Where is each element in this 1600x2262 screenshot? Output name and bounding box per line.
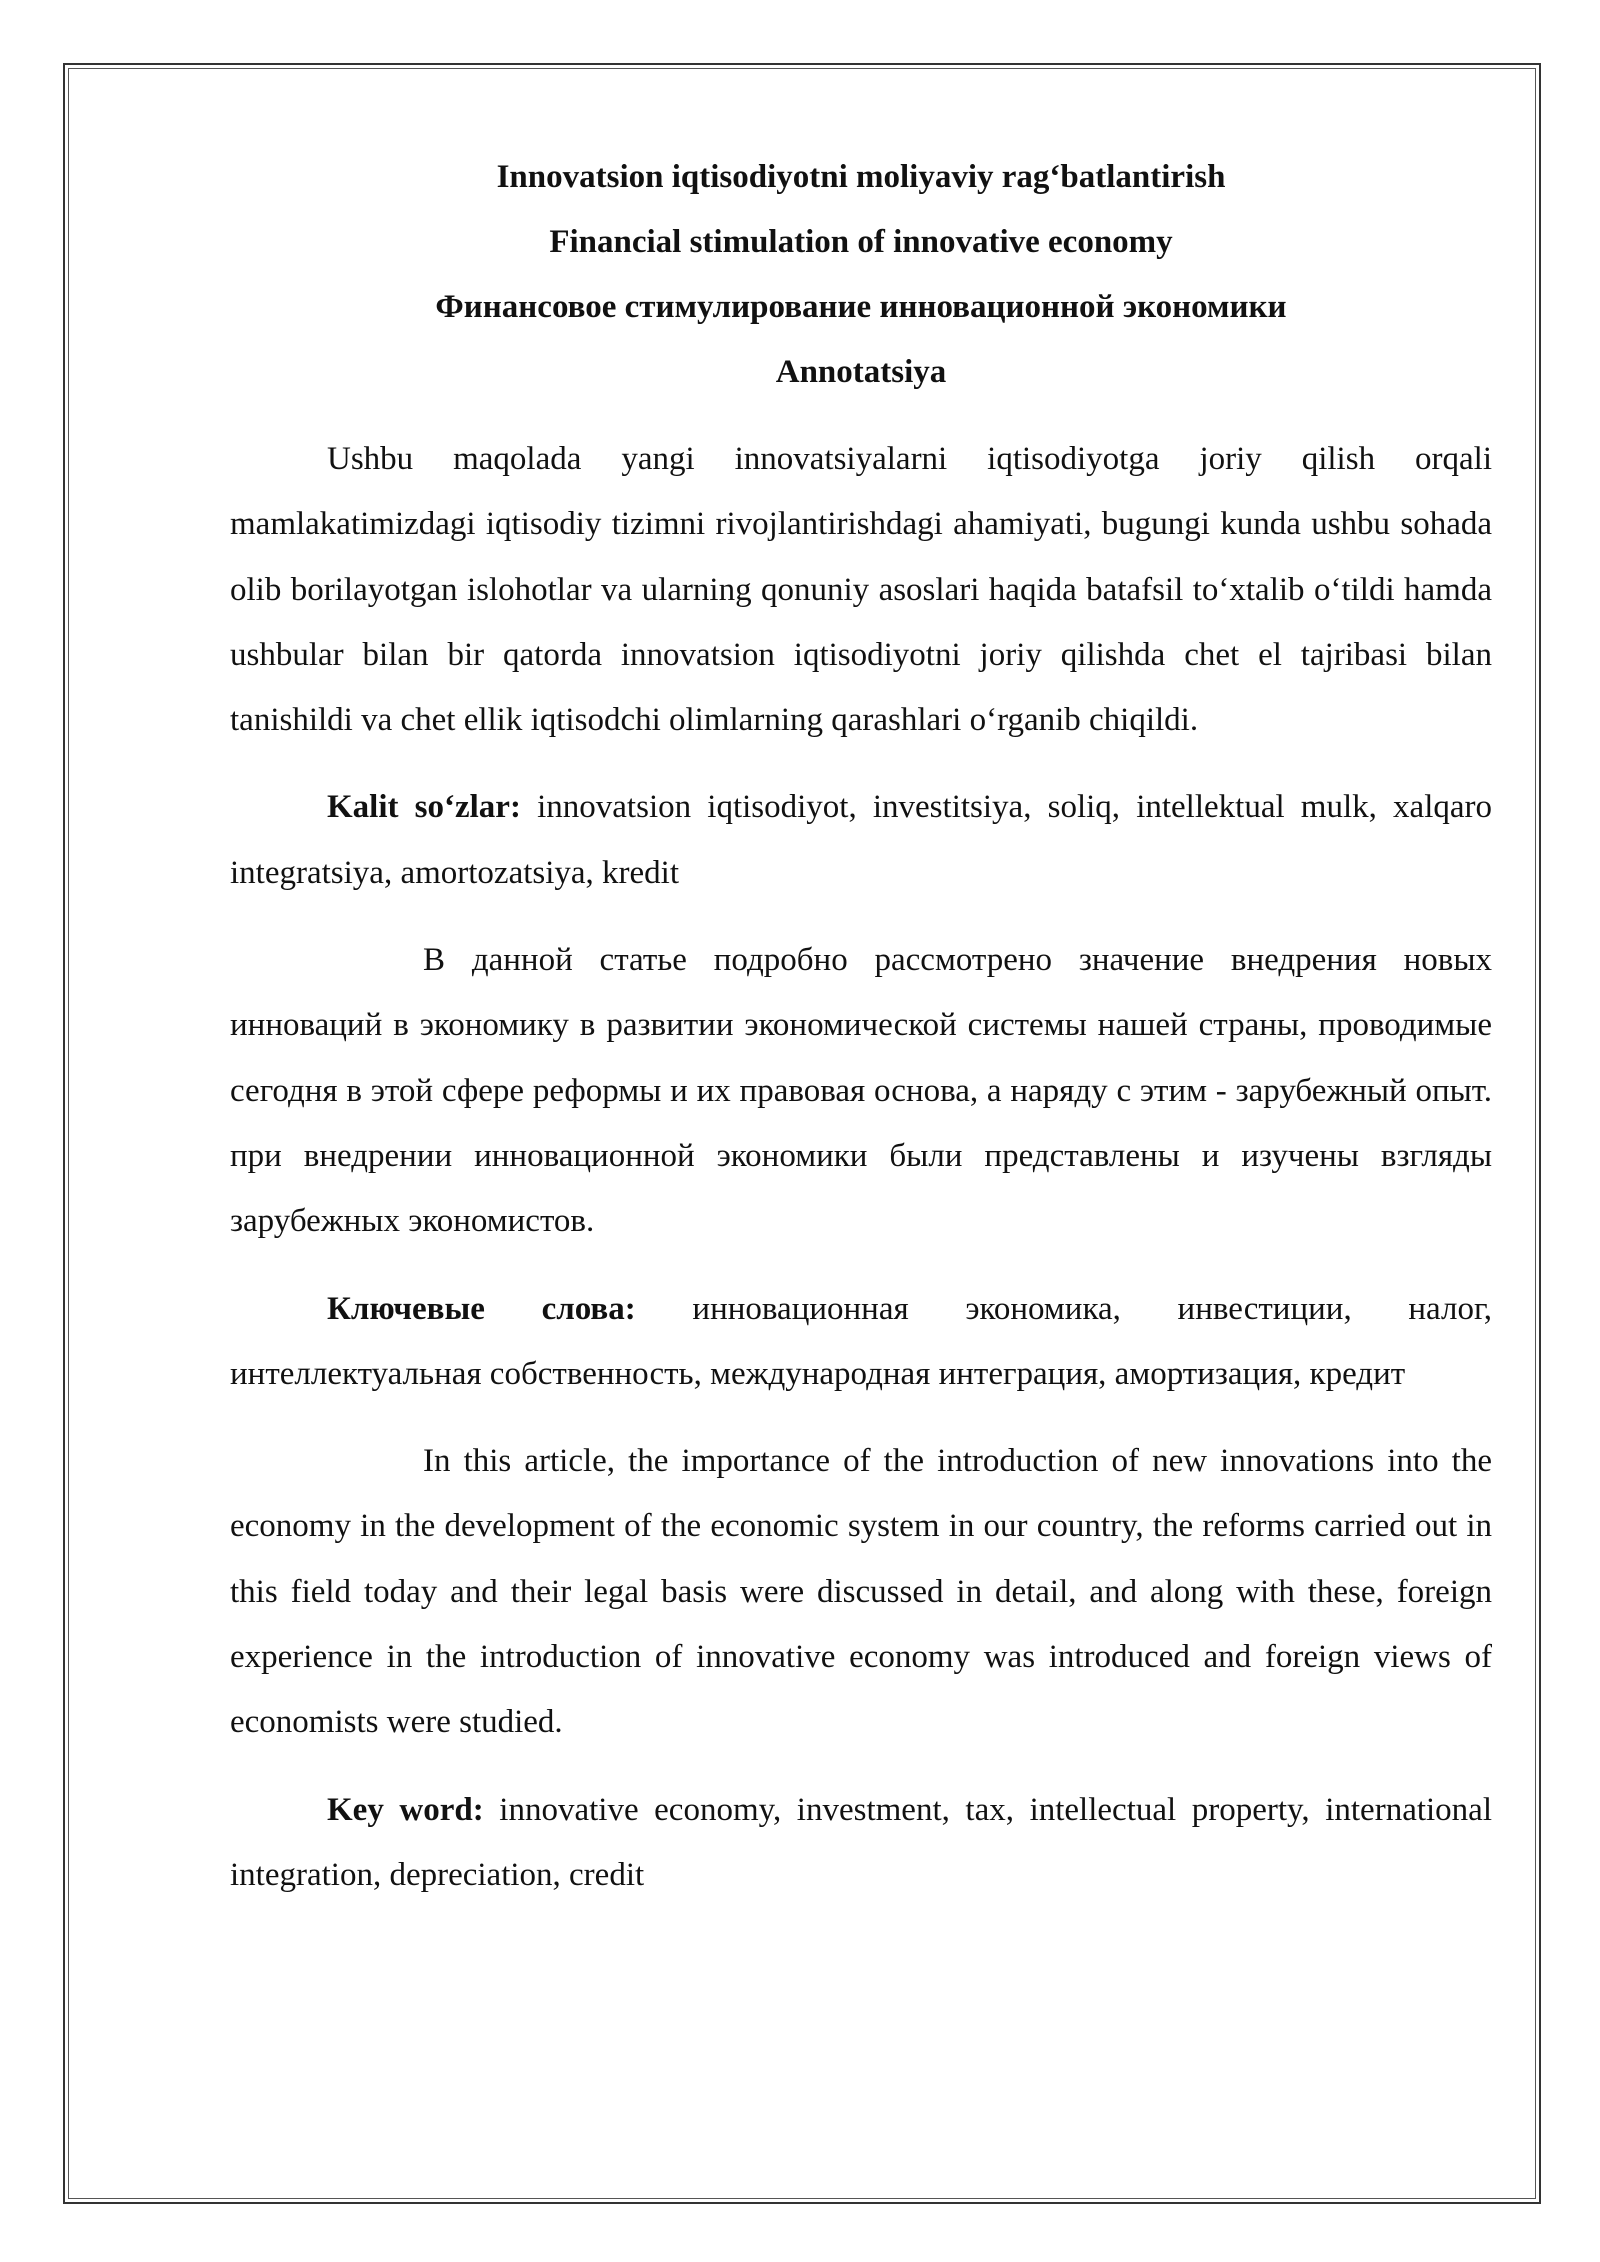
keywords-english-text: innovative economy, investment, tax, intellectual property, international integration, depreciation, credit bbox=[230, 1791, 1492, 1893]
document-body bbox=[230, 145, 1492, 1908]
keywords-uzbek bbox=[230, 775, 1492, 906]
title-russian: Финансовое стимулирование инновационной экономики bbox=[435, 289, 1287, 325]
keywords-russian-text: инновационная экономика, инвестиции, налог, интеллектуальная собственность, международная интеграция, амортизация, кредит bbox=[230, 1290, 1493, 1392]
keywords-uzbek-label: Kalit so‘zlar: bbox=[327, 789, 521, 826]
keywords-english-label: Key word: bbox=[327, 1791, 484, 1828]
title-uzbek: Innovatsion iqtisodiyotni moliyaviy rag‘batlantirish bbox=[496, 159, 1226, 195]
abstract-uzbek: Ushbu maqolada yangi innovatsiyalarni iqtisodiyotga joriy qilish orqali mamlakatimizdagi iqtisodiy tizimni rivojlantirishdagi ahamiyati, bugungi kunda ushbu sohada olib borilayotgan islohotlar va ularning qonuniy asoslari haqida batafsil to‘xtalib o‘tildi hamda ushbular bilan bir qatorda innovatsion iqtisodiyotni joriy qilishda chet el tajribasi bilan tanishildi va chet ellik iqtisodchi olimlarning qarashlari o‘rganib chiqildi. bbox=[230, 441, 1492, 739]
abstract-russian: В данной статье подробно рассмотрено значение внедрения новых инноваций в экономику в развитии экономической системы нашей страны, проводимые сегодня в этой сфере реформы и их правовая основа, а наряду с этим - зарубежный опыт. при внедрении инновационной экономики были представлены и изучены взгляды зарубежных экономистов. bbox=[230, 942, 1492, 1240]
keywords-uzbek-text: innovatsion iqtisodiyot, investitsiya, soliq, intellektual mulk, xalqaro integratsiya, amortozatsiya, kredit bbox=[230, 789, 1493, 891]
title-english: Financial stimulation of innovative economy bbox=[549, 224, 1173, 260]
abstract-english: In this article, the importance of the introduction of new innovations into the economy in the development of the economic system in our country, the reforms carried out in this field today and their legal basis were discussed in detail, and along with these, foreign experience in the introduction of innovative economy was introduced and foreign views of economists were studied. bbox=[230, 1443, 1492, 1741]
keywords-russian bbox=[230, 1277, 1492, 1408]
keywords-russian-label: Ключевые слова: bbox=[327, 1290, 636, 1327]
keywords-english bbox=[230, 1778, 1492, 1909]
annotation-heading: Annotatsiya bbox=[775, 354, 947, 390]
